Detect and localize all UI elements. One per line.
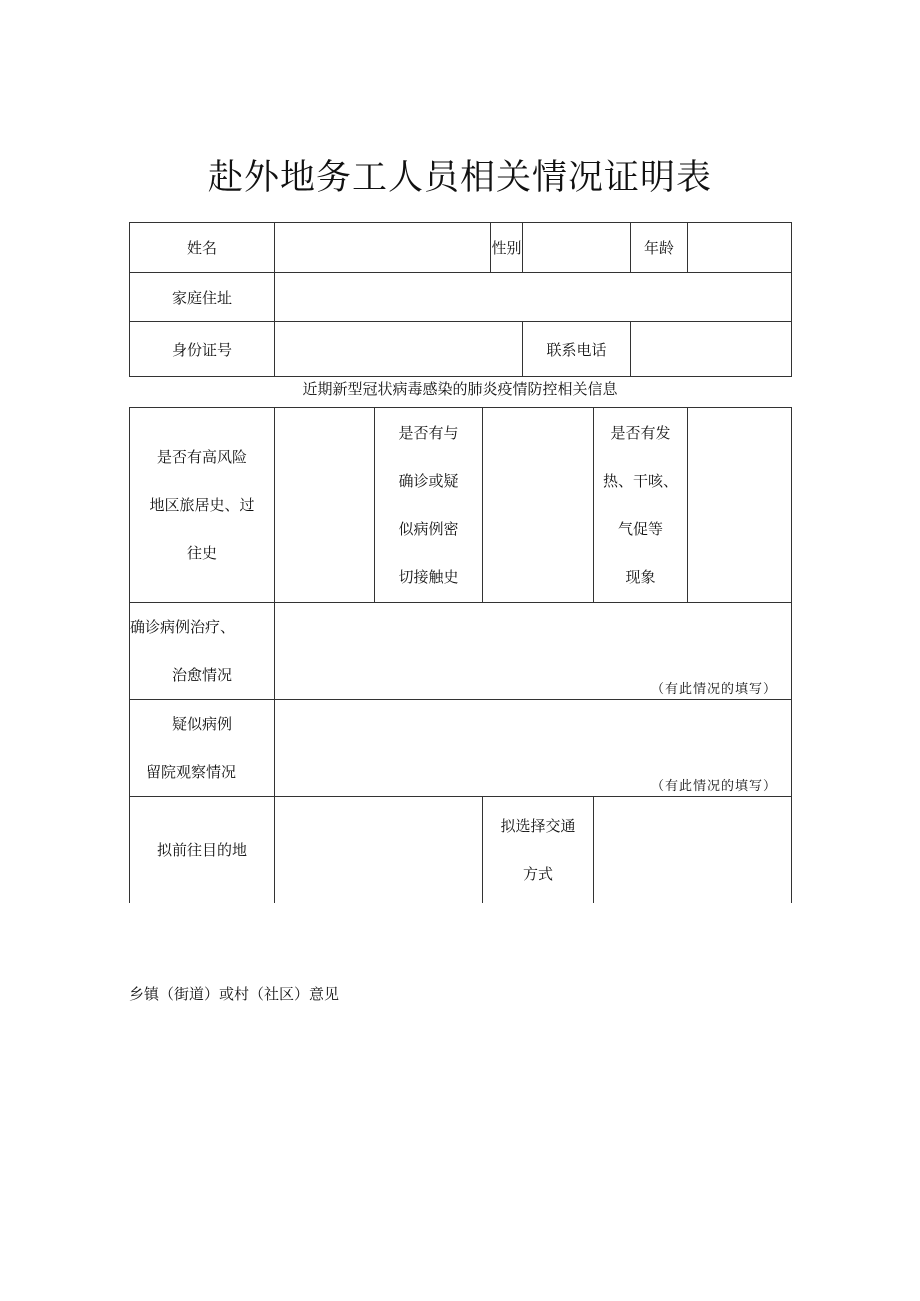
epidemic-info-table — [129, 407, 792, 903]
name-label: 姓名 — [130, 223, 275, 273]
phone-field[interactable] — [631, 322, 792, 377]
gender-field[interactable] — [523, 223, 631, 273]
travel-history-label: 是否有高风险 地区旅居史、过 往史 — [130, 408, 275, 603]
transport-label: 拟选择交通 方式 — [483, 797, 594, 903]
age-field[interactable] — [688, 223, 792, 273]
travel-history-field[interactable] — [275, 408, 375, 603]
name-field[interactable] — [275, 223, 491, 273]
symptom-field[interactable] — [688, 408, 792, 603]
address-field[interactable] — [275, 273, 792, 322]
destination-field[interactable] — [275, 797, 483, 903]
symptom-label: 是否有发 热、干咳、 气促等 现象 — [594, 408, 688, 603]
id-label: 身份证号 — [130, 322, 275, 377]
phone-label: 联系电话 — [523, 322, 631, 377]
opinion-label: 乡镇（街道）或村（社区）意见 — [129, 985, 340, 1003]
age-label: 年龄 — [631, 223, 688, 273]
transport-field[interactable] — [594, 797, 792, 903]
form-title: 赴外地务工人员相关情况证明表 — [207, 158, 712, 198]
section-title: 近期新型冠状病毒感染的肺炎疫情防控相关信息 — [302, 380, 618, 398]
confirmed-case-field[interactable] — [275, 603, 792, 700]
destination-label: 拟前往目的地 — [130, 797, 275, 903]
address-label: 家庭住址 — [130, 273, 275, 322]
confirmed-case-label: 确诊病例治疗、 治愈情况 — [130, 603, 275, 700]
contact-history-label: 是否有与 确诊或疑 似病例密 切接触史 — [375, 408, 483, 603]
suspected-case-label: 疑似病例 留院观察情况 — [130, 700, 275, 797]
contact-history-field[interactable] — [483, 408, 594, 603]
fill-note: （有此情况的填写） — [650, 779, 777, 794]
suspected-case-field[interactable] — [275, 700, 792, 797]
id-field[interactable] — [275, 322, 523, 377]
basic-info-table — [129, 222, 792, 377]
fill-note: （有此情况的填写） — [650, 682, 777, 697]
gender-label: 性别 — [491, 223, 523, 273]
